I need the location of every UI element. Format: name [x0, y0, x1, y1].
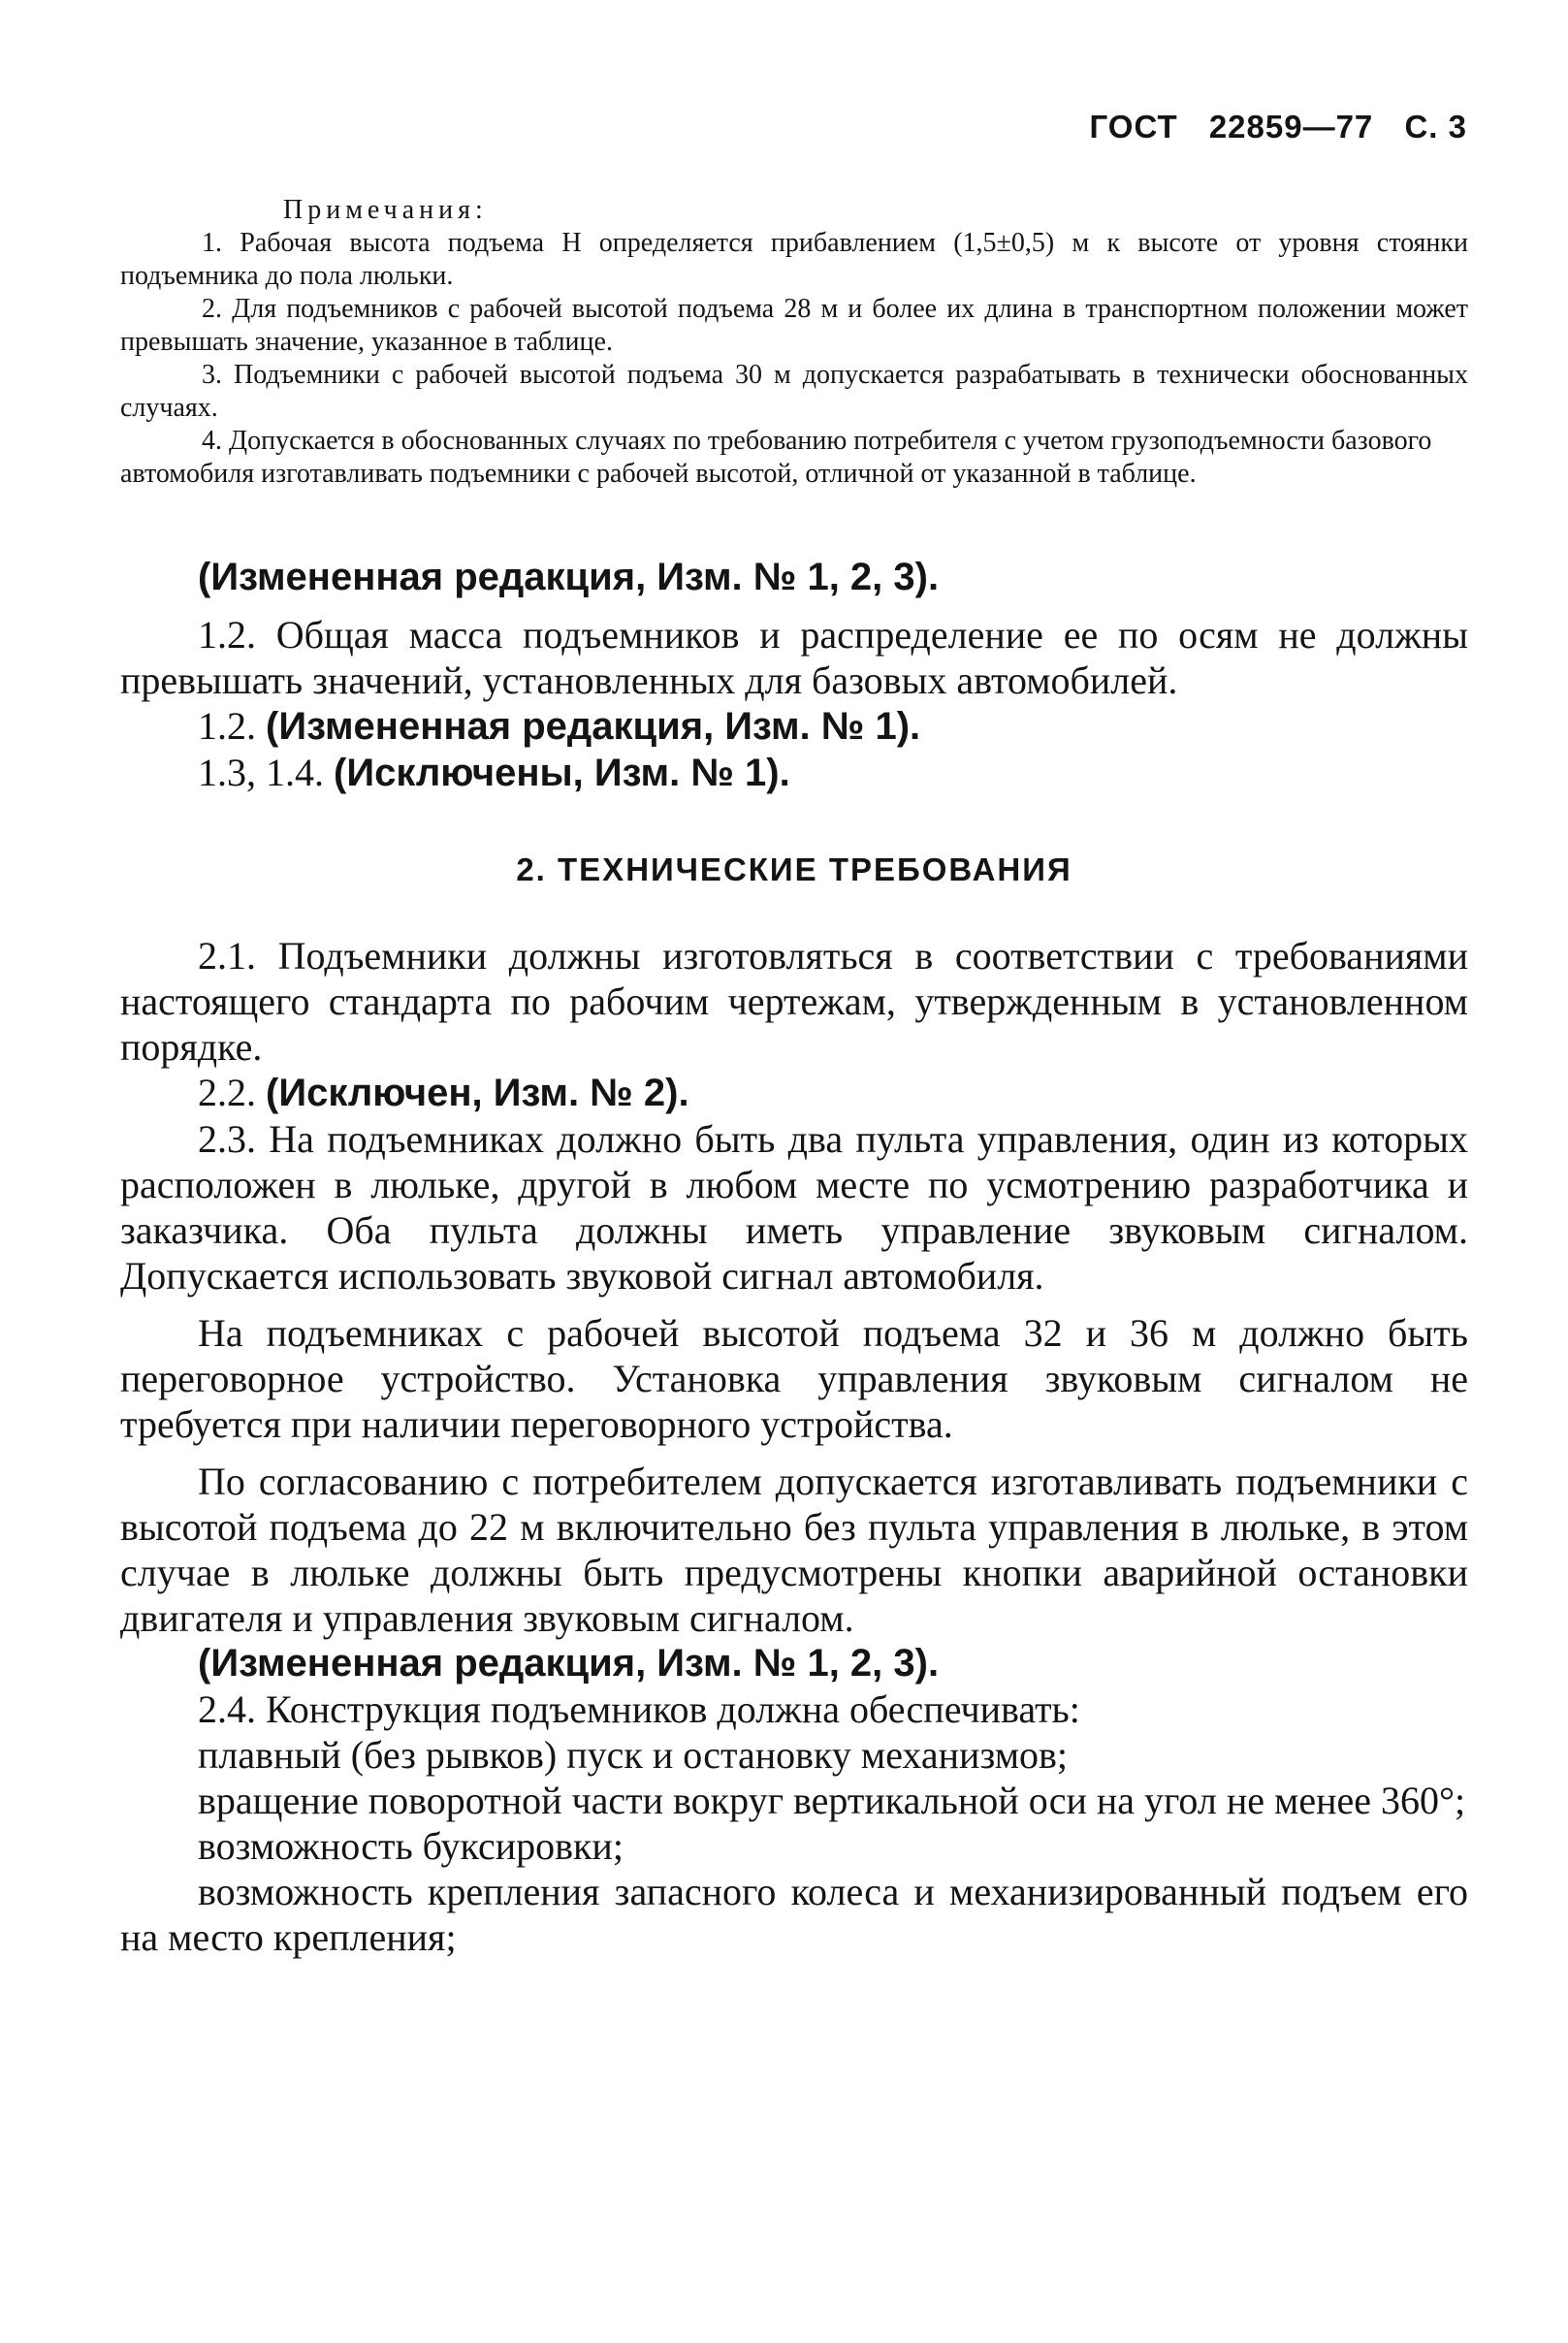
list-item: возможность крепления запасного колеса и механизированный подъем его на место крепления; [120, 1870, 1468, 1959]
standard-number: 22859—77 [1208, 109, 1374, 144]
clause-2-3-paragraph-2: На подъемниках с рабочей высотой подъема 32 и 36 м должно быть переговорное устройство. Установка управления звуковым сигналом не требуется при наличии переговорного устройства. [120, 1311, 1468, 1446]
amendment-notice-1-2 [120, 703, 1468, 750]
list-item: возможность буксировки; [198, 1824, 624, 1868]
note-1: 1. Рабочая высота подъема Н определяется прибавлением (1,5±0,5) м к высоте от уровня стоянки подъемника до пола люльки. [120, 228, 1468, 291]
clause-2-3: 2.3. На подъемниках должно быть два пульта управления, один из которых расположен в люльке, другой в любом месте по усмотрению разработчика и заказчика. Оба пульта должны иметь управление звуковым сигналом. Допускается использовать звуковой сигнал автомобиля. [120, 1117, 1468, 1298]
excluded-1-3-number: 1.3, 1.4. [198, 751, 324, 794]
clause-2-2 [120, 1070, 1468, 1116]
clause-1-2: 1.2. Общая масса подъемников и распределение ее по осям не должны превышать значений, установленных для базовых автомобилей. [120, 613, 1468, 702]
main-text [120, 555, 1468, 1960]
clause-2-2-number: 2.2. [198, 1071, 256, 1114]
clause-2-4: 2.4. Конструкция подъемников должна обеспечивать: [198, 1687, 1080, 1731]
amendment-1-2-number: 1.2. [198, 704, 256, 748]
clause-2-3-paragraph-3: По согласованию с потребителем допускается изготавливать подъемники с высотой подъема до 22 м включительно без пульта управления в люльке, в этом случае в люльке должны быть предусмотрены кнопки аварийной остановки двигателя и управления звуковым сигналом. [120, 1460, 1468, 1640]
page-number: С. 3 [1404, 109, 1467, 144]
note-2: 2. Для подъемников с рабочей высотой подъема 28 м и более их длина в транспортном положении может превышать значение, указанное в таблице. [120, 294, 1468, 357]
clause-2-1: 2.1. Подъемники должны изготовляться в соответствии с требованиями настоящего стандарта по рабочим чертежам, утвержденным в установленном порядке. [120, 934, 1468, 1069]
notes-title: Примечания: [283, 195, 488, 225]
note-4: 4. Допускается в обоснованных случаях по требованию потребителя с учетом грузоподъемности базового автомобиля изготавливать подъемники с рабочей высотой, отличной от указанной в таблице. [120, 426, 1432, 489]
excluded-notice-1-3 [120, 750, 1468, 796]
amendment-notice-1: (Измененная редакция, Изм. № 1, 2, 3). [198, 556, 940, 598]
notes-block [120, 194, 1468, 491]
standard-label: ГОСТ [1089, 109, 1178, 144]
clause-2-2-text: (Исключен, Изм. № 2). [266, 1072, 689, 1114]
excluded-1-3-text: (Исключены, Изм. № 1). [334, 752, 790, 794]
note-3: 3. Подъемники с рабочей высотой подъема 30 м допускается разрабатывать в технически обоснованных случаях. [120, 360, 1468, 423]
amendment-notice-2-3: (Измененная редакция, Изм. № 1, 2, 3). [198, 1642, 940, 1685]
list-item: вращение поворотной части вокруг вертикальной оси на угол не менее 360°; [198, 1779, 1466, 1822]
page-header [1090, 109, 1467, 145]
amendment-1-2-text: (Измененная редакция, Изм. № 1). [266, 705, 921, 748]
list-item: плавный (без рывков) пуск и остановку механизмов; [198, 1733, 1069, 1777]
section-title: 2. ТЕХНИЧЕСКИЕ ТРЕБОВАНИЯ [516, 851, 1072, 887]
